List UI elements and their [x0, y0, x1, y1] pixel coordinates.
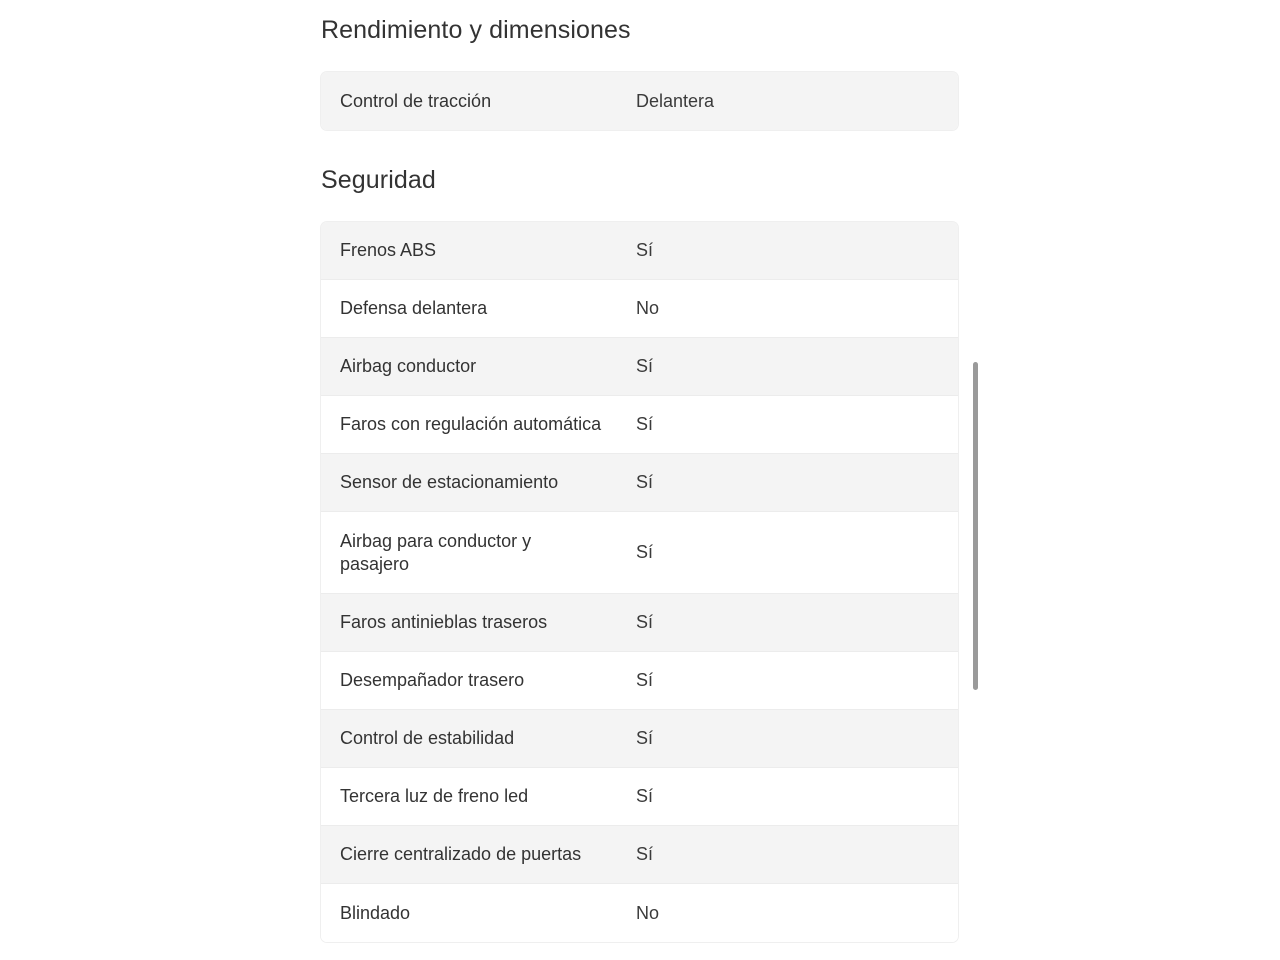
spec-row [321, 768, 958, 826]
spec-row [321, 652, 958, 710]
section-title-security: Seguridad [321, 166, 436, 194]
spec-row [321, 338, 958, 396]
spec-value: No [636, 298, 660, 318]
section-title-performance: Rendimiento y dimensiones [321, 16, 631, 44]
spec-row [321, 884, 958, 942]
spec-label: Sensor de estacionamiento [340, 472, 559, 492]
spec-value: Sí [636, 844, 654, 864]
spec-label: Tercera luz de freno led [340, 786, 529, 806]
spec-row [321, 454, 958, 512]
security-specs-table [321, 222, 958, 942]
spec-label: Frenos ABS [340, 240, 437, 260]
spec-value: Sí [636, 670, 654, 690]
scrollbar-thumb[interactable] [973, 362, 978, 690]
spec-label: Airbag para conductor y pasajero [340, 530, 532, 574]
spec-label: Control de estabilidad [340, 728, 515, 748]
spec-row [321, 710, 958, 768]
spec-label: Faros con regulación automática [340, 414, 602, 434]
spec-row [321, 396, 958, 454]
performance-specs-table [321, 72, 958, 130]
spec-row [321, 512, 958, 594]
spec-label: Defensa delantera [340, 298, 488, 318]
spec-label: Cierre centralizado de puertas [340, 844, 582, 864]
spec-value: Sí [636, 786, 654, 806]
spec-row [321, 826, 958, 884]
spec-label: Blindado [340, 902, 411, 923]
spec-row [321, 222, 958, 280]
spec-value: Sí [636, 728, 654, 748]
spec-value: Sí [636, 542, 654, 562]
spec-label: Control de tracción [340, 90, 492, 111]
spec-value: Sí [636, 472, 654, 492]
spec-label: Faros antinieblas traseros [340, 612, 548, 632]
spec-value: No [636, 902, 660, 923]
spec-value: Delantera [636, 90, 715, 111]
spec-row [321, 72, 958, 130]
spec-row [321, 594, 958, 652]
spec-row [321, 280, 958, 338]
spec-value: Sí [636, 356, 654, 376]
spec-value: Sí [636, 240, 654, 260]
spec-label: Desempañador trasero [340, 670, 525, 690]
spec-value: Sí [636, 414, 654, 434]
spec-label: Airbag conductor [340, 356, 477, 376]
spec-value: Sí [636, 612, 654, 632]
